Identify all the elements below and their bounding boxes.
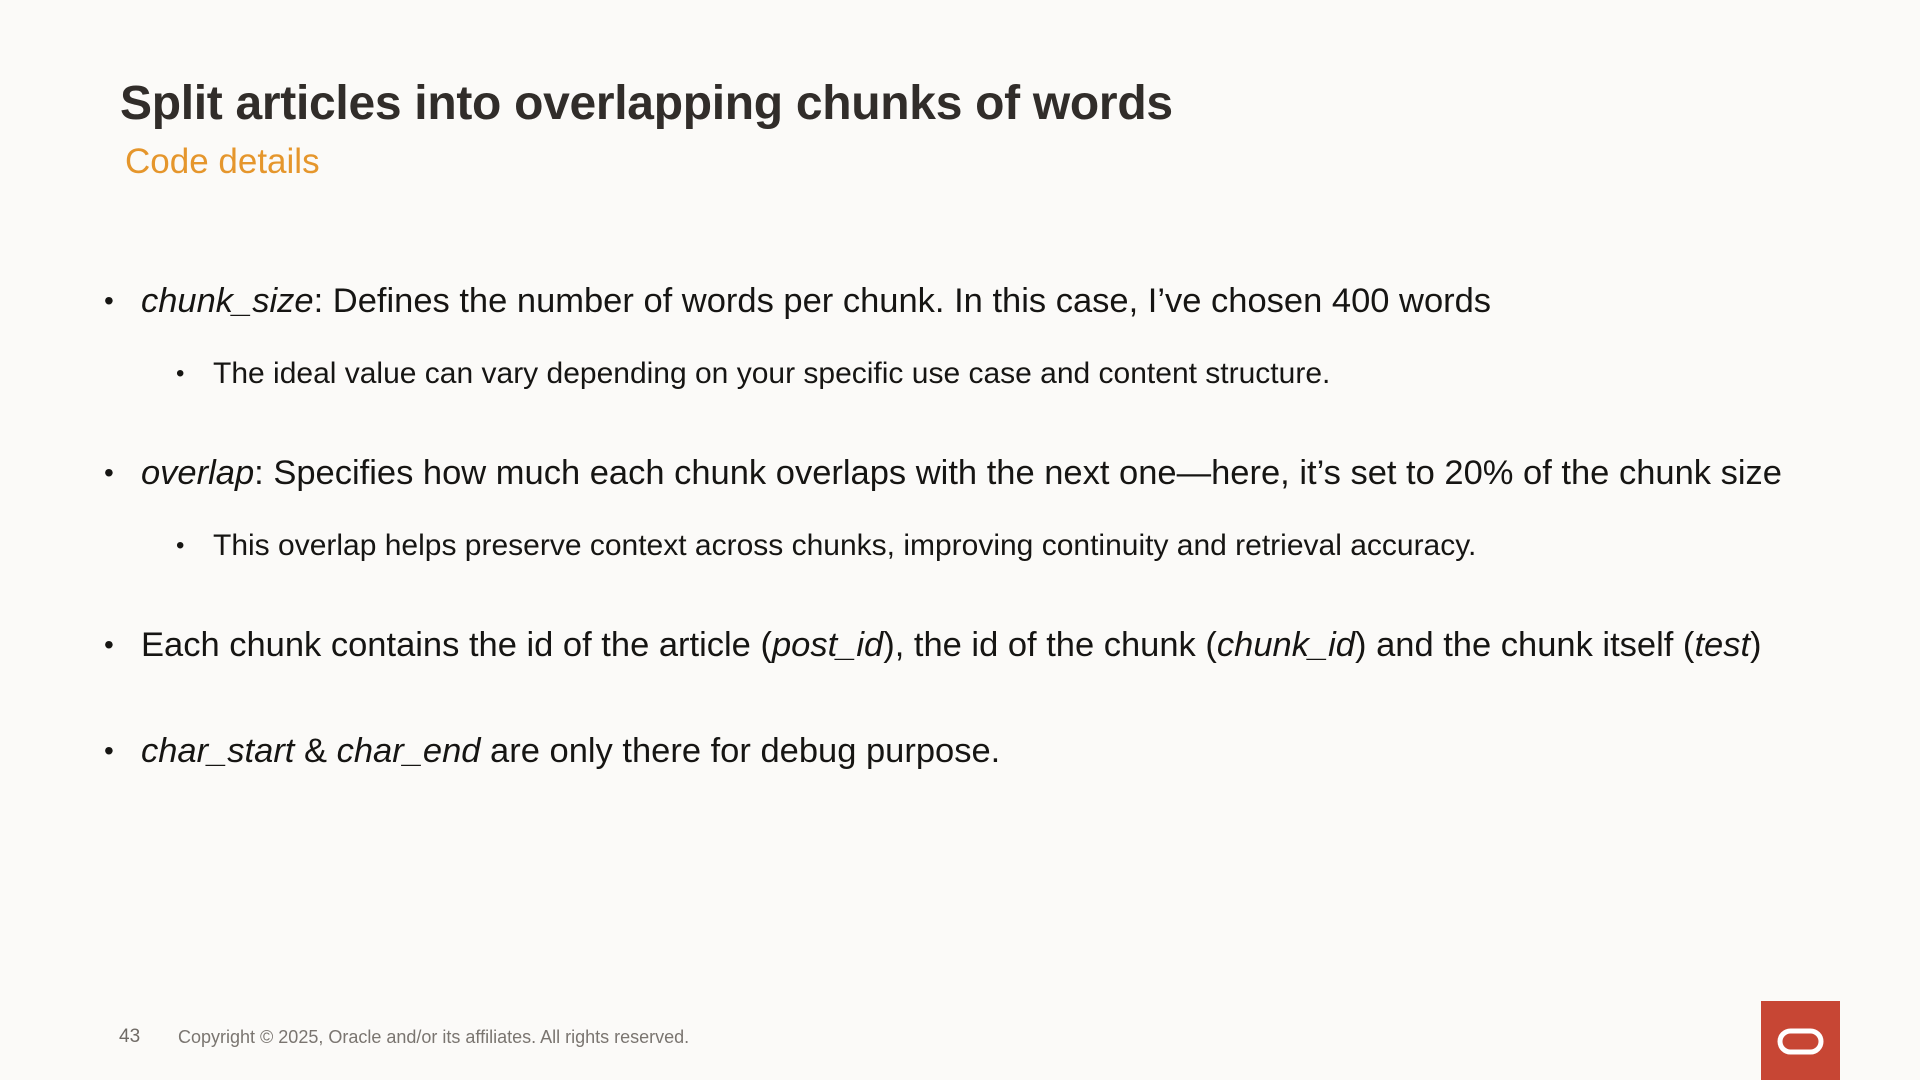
bullet-text: ) and the chunk itself (	[1355, 626, 1695, 664]
slide-title: Split articles into overlapping chunks of words	[120, 77, 1173, 130]
bullet-char-start-end	[104, 708, 1824, 794]
bullet-dot: •	[104, 285, 114, 316]
bullet-list	[104, 258, 1824, 794]
term-char-start: char_start	[141, 732, 295, 770]
term-chunk-id: chunk_id	[1216, 626, 1355, 664]
sub-bullet-text: This overlap helps preserve context across chunks, improving continuity and retrieval accuracy.	[213, 529, 1477, 562]
bullet-text: Each chunk contains the id of the article (	[141, 626, 772, 664]
bullet-text: : Defines the number of words per chunk. In this case, I’ve chosen 400 words	[313, 282, 1492, 320]
bullet-dot: •	[104, 457, 114, 488]
sub-bullet-text: The ideal value can vary depending on your specific use case and content structure.	[213, 357, 1331, 390]
term-post-id: post_id	[771, 626, 884, 664]
bullet-text: : Specifies how much each chunk overlaps with the next one—here, it’s set to 20% of the chunk size	[254, 454, 1782, 492]
bullet-text: ), the id of the chunk (	[883, 626, 1217, 664]
sub-bullet-overlap	[104, 528, 1824, 564]
sub-bullet-chunk-size	[104, 356, 1824, 392]
bullet-chunk-size	[104, 258, 1824, 344]
term-char-end: char_end	[336, 732, 481, 770]
page-number: 43	[119, 1026, 141, 1047]
bullet-text: &	[294, 732, 337, 770]
bullet-dot: •	[104, 735, 114, 766]
oracle-logo-icon	[1761, 1001, 1840, 1080]
bullet-dot: •	[104, 629, 114, 660]
term-test: test	[1694, 626, 1751, 664]
term-chunk-size: chunk_size	[141, 282, 314, 320]
sub-bullet-dot: •	[176, 360, 185, 387]
copyright-notice: Copyright © 2025, Oracle and/or its affiliates. All rights reserved.	[178, 1027, 690, 1047]
bullet-overlap	[104, 430, 1824, 516]
bullet-chunk-contents	[104, 602, 1824, 688]
slide-subtitle: Code details	[125, 142, 320, 181]
bullet-text: are only there for debug purpose.	[480, 732, 1001, 770]
bullet-text: )	[1750, 626, 1762, 664]
sub-bullet-dot: •	[176, 532, 185, 559]
term-overlap: overlap	[141, 454, 255, 492]
